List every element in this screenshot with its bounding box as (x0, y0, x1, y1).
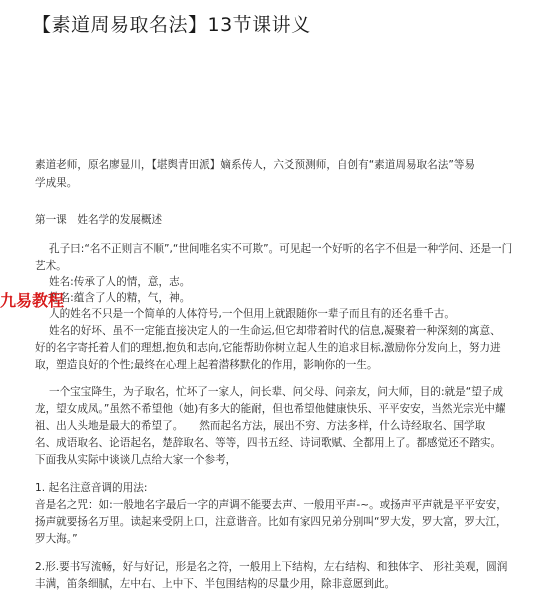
rule1-line-1: 音是名之咒：如:一般地名字最后一字的声调不能要去声、一般用平声-~。或扬声平声就是平平安安， (35, 499, 507, 511)
para4-line-5: 下面我从实际中谈谈几点给大家一个参考， (35, 454, 237, 466)
rule1-line-3: 罗大海。” (35, 533, 78, 545)
intro-line-1: 素道老师，原名廖显川，【堪舆青田派】嫡系传人，六爻预测师，自创有“素道周易取名法”等易 (35, 159, 476, 171)
para3-line-2: 好的名字寄托着人们的理想,抱负和志向,它能帮助你树立起人生的追求目标,激励你分发向上，努力进 (35, 342, 501, 354)
para4-line-4: 名、成语取名、论语起名，楚辞取名、等等，四书五经、诗词歌赋、全都用上了。都感觉还不踏实。 (35, 437, 502, 449)
document-title: 【素道周易取名法】13节课讲义 (32, 14, 311, 36)
lesson-heading: 第一课 姓名学的发展概述 (35, 214, 163, 226)
definition-1: 姓名:传承了人的情，意，志。 (49, 276, 191, 288)
para3-line-1: 姓名的好坏、虽不一定能直接决定人的一生命运,但它却带着时代的信息,凝聚着一种深刻的寓意、 (49, 325, 501, 337)
definition-2: 姓名:蕴含了人的精，气，神。 (49, 292, 191, 304)
rule2-line-2: 丰满，笛条细腻，左中右、上中下、半包围结构的尽量少用，除非意愿到此。 (35, 578, 396, 590)
para3-line-3: 取，塑造良好的个性;最终在心理上起着潜移默化的作用，影响你的一生。 (35, 359, 378, 371)
watermark: 九易教程 (0, 291, 65, 310)
intro-line-2: 学成果。 (35, 177, 78, 189)
rule1-heading: 1. 起名注意音调的用法: (35, 482, 148, 494)
para4-line-2: 龙，望女成凤。”虽然不希望他（她)有多大的能耐，但也希望他健康快乐、平平安安，当然光宗光中耀 (35, 403, 506, 415)
para1-line-2: 艺术。 (35, 260, 67, 272)
para1-line-1: 孔子曰:“名不正则言不顺”,“世间唯名实不可欺”。可见起一个好听的名字不但是一种学问、还是一门 (49, 243, 513, 255)
rule2-line-1: 2.形.要书写流畅，好与好记，形是名之符，一般用上下结构，左右结构、和独体字、 形社美观，圆润 (35, 561, 508, 573)
para4-line-1: 一个宝宝降生，为子取名，忙坏了一家人，问长辈、问父母、问亲友，问大师，目的:就是“望子成 (49, 386, 503, 398)
para4-line-3: 祖、出人头地是最大的希望了。 然而起名方法，展出不穷、方法多样，什么诗经取名、国学取 (35, 420, 486, 432)
para2: 人的姓名不只是一个简单的人体符号,一个但用上就跟随你一辈子而且有的还名垂千古。 (49, 308, 455, 320)
rule1-line-2: 扬声就要扬名万里。读起来受阴上口，注意谐音。比如有家四兄弟分别叫“罗大发，罗大富，罗大江， (35, 516, 507, 528)
